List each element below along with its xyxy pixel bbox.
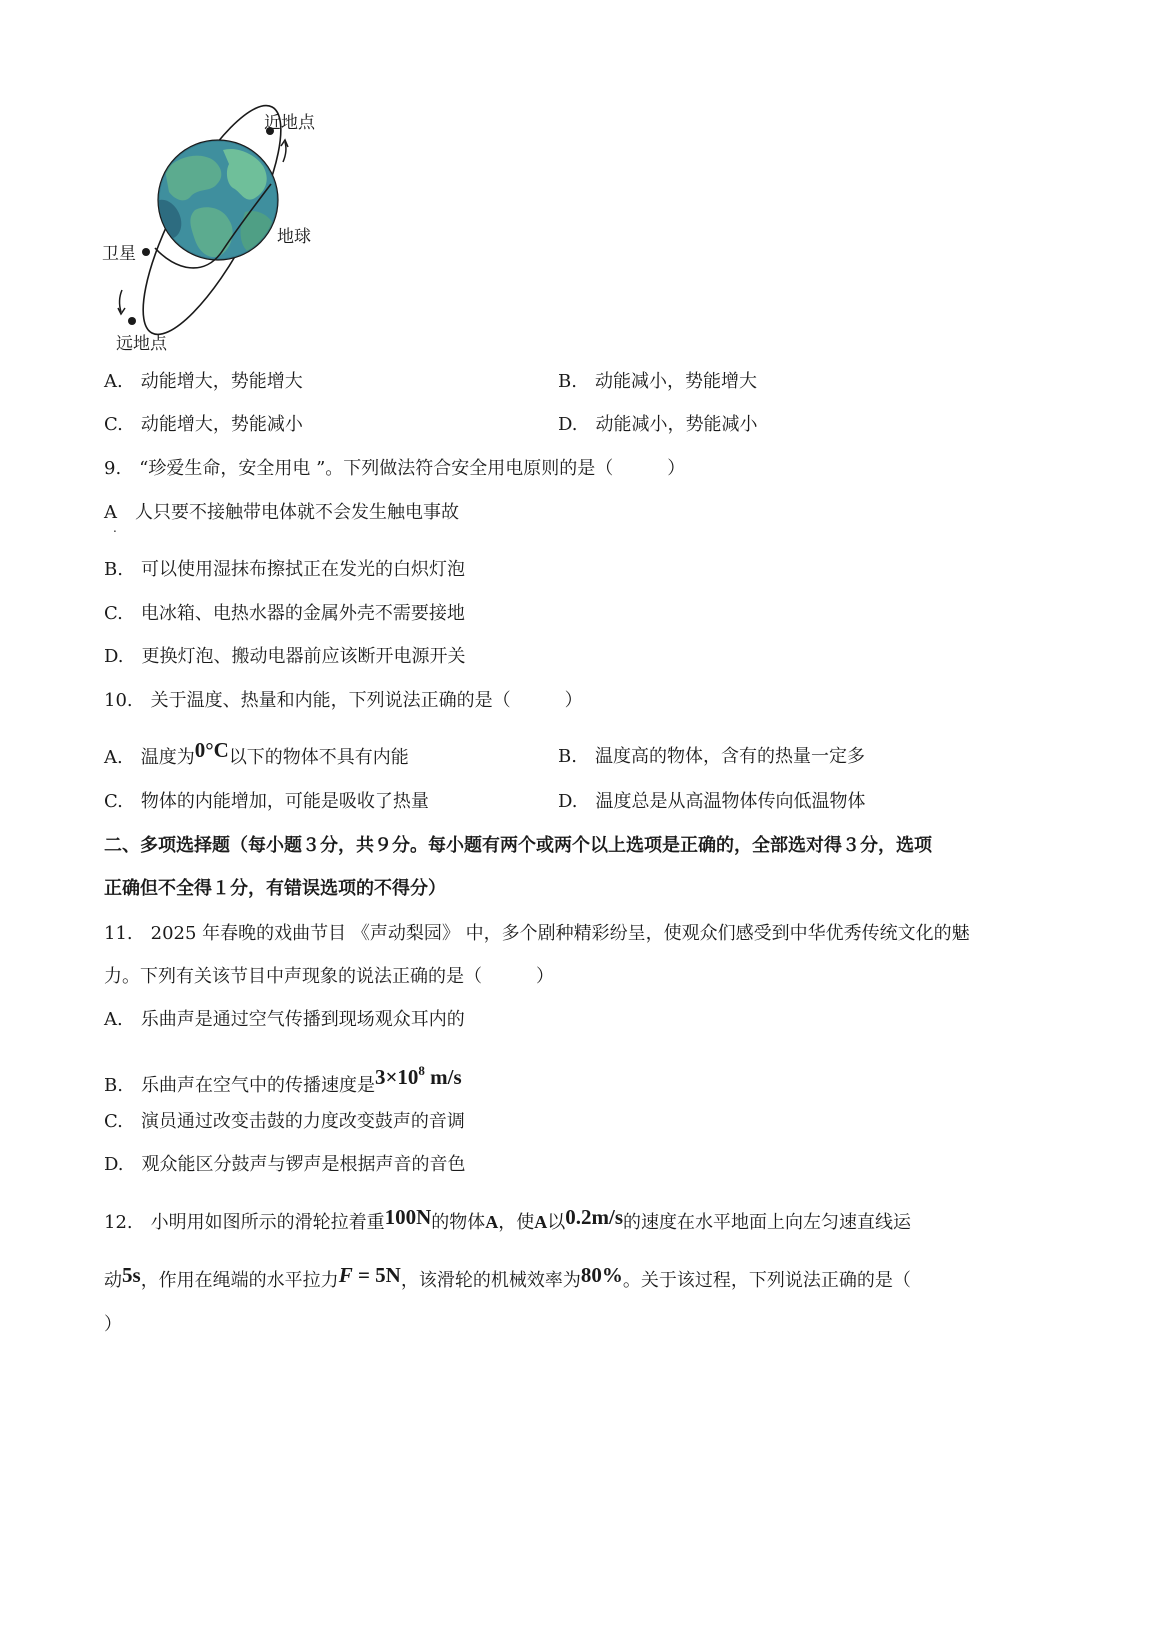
q12-efficiency: 80%: [580, 1263, 623, 1287]
q8-option-a: A. 动能增大，势能增大: [104, 371, 303, 392]
q12-force-var: F: [338, 1263, 353, 1287]
label-perigee: 近地点: [264, 113, 315, 133]
section2-heading-line2: 正确但不全得１分，有错误选项的不得分）: [104, 878, 446, 899]
q9-stem: 9. “珍爱生命，安全用电 ”。下列做法符合安全用电原则的是（ ）: [104, 458, 686, 479]
q11-stem-line2: 力。下列有关该节目中声现象的说法正确的是（ ）: [104, 966, 554, 987]
arrow-up-icon: [283, 142, 286, 162]
q10-option-b: B. 温度高的物体，含有的热量一定多: [558, 746, 865, 767]
q12-force: [339, 1263, 401, 1287]
q12-speed: 0.2m/s: [565, 1205, 624, 1229]
q9-option-b: B. 可以使用湿抹布擦拭正在发光的白炽灯泡: [104, 559, 465, 580]
q12-stem-line1: [104, 1205, 912, 1235]
q11-speed-value: [375, 1065, 462, 1089]
q12-weight: 100N: [384, 1205, 432, 1229]
q10-zero-celsius: 0°C: [194, 738, 229, 762]
q11-option-b: [104, 1063, 462, 1098]
q11-speed-exponent: 8: [418, 1063, 425, 1078]
q10-option-a-pre: A. 温度为: [104, 747, 195, 768]
q10-stem: 10. 关于温度、热量和内能，下列说法正确的是（ ）: [104, 690, 583, 711]
apogee-dot: [128, 317, 136, 325]
q11-option-c: C. 演员通过改变击鼓的力度改变鼓声的音调: [104, 1111, 465, 1132]
q11-option-b-pre: B. 乐曲声在空气中的传播速度是: [104, 1075, 375, 1096]
q12-text-6: 动: [104, 1270, 122, 1291]
q12-time: 5s: [122, 1263, 141, 1287]
q12-object-a: A: [485, 1212, 499, 1232]
q9-option-c: C. 电冰箱、电热水器的金属外壳不需要接地: [104, 603, 465, 624]
q8-option-d: D. 动能减小，势能减小: [558, 414, 758, 435]
label-apogee: 远地点: [116, 334, 167, 354]
label-earth: 地球: [277, 227, 311, 247]
q10-option-d: D. 温度总是从高温物体传向低温物体: [558, 791, 866, 812]
label-satellite: 卫星: [102, 244, 136, 264]
q12-text-8: ，该滑轮的机械效率为: [400, 1270, 581, 1291]
q12-text-3: ，使: [498, 1212, 535, 1233]
q12-text-7: ，作用在绳端的水平拉力: [140, 1270, 339, 1291]
q11-speed-unit: m/s: [430, 1065, 462, 1089]
q10-option-a: [104, 738, 409, 770]
q12-object-a-2: A: [534, 1212, 548, 1232]
q10-option-c: C. 物体的内能增加，可能是吸收了热量: [104, 791, 429, 812]
q12-stem-line3: ）: [104, 1314, 122, 1335]
q12-text-4: 以: [547, 1212, 566, 1233]
section2-heading-line1: 二、多项选择题（每小题３分，共９分。每小题有两个或两个以上选项是正确的，全部选对得３分，选项: [104, 835, 932, 856]
q11-option-d: D. 观众能区分鼓声与锣声是根据声音的音色: [104, 1154, 466, 1175]
q11-speed-mantissa: 3×10: [374, 1065, 419, 1089]
q12-stem-line2: [104, 1263, 911, 1293]
q11-option-a: A. 乐曲声是通过空气传播到现场观众耳内的: [104, 1009, 465, 1030]
q12-force-eq: = 5N: [352, 1263, 401, 1287]
q12-text-2: 的物体: [431, 1212, 486, 1233]
q8-option-c: C. 动能增大，势能减小: [104, 414, 303, 435]
q9-option-a-dot: .: [113, 521, 117, 535]
q10-option-a-post: 以下的物体不具有内能: [228, 747, 409, 768]
q12-text-9: 。关于该过程，下列说法正确的是（: [622, 1270, 911, 1291]
q9-option-d: D. 更换灯泡、搬动电器前应该断开电源开关: [104, 646, 466, 667]
q9-option-a: A 人只要不接触带电体就不会发生触电事故: [104, 502, 459, 523]
q11-stem-line1: 11. 2025 年春晚的戏曲节目 《声动梨园》 中，多个剧种精彩纷呈，使观众们感受到中华优秀传统文化的魅: [104, 923, 970, 944]
q12-text-5: 的速度在水平地面上向左匀速直线运: [623, 1212, 912, 1233]
satellite-dot: [142, 248, 150, 256]
q8-option-b: B. 动能减小，势能增大: [558, 371, 757, 392]
q12-text-1: 12. 小明用如图所示的滑轮拉着重: [104, 1212, 385, 1233]
arrow-down-icon: [120, 290, 122, 312]
